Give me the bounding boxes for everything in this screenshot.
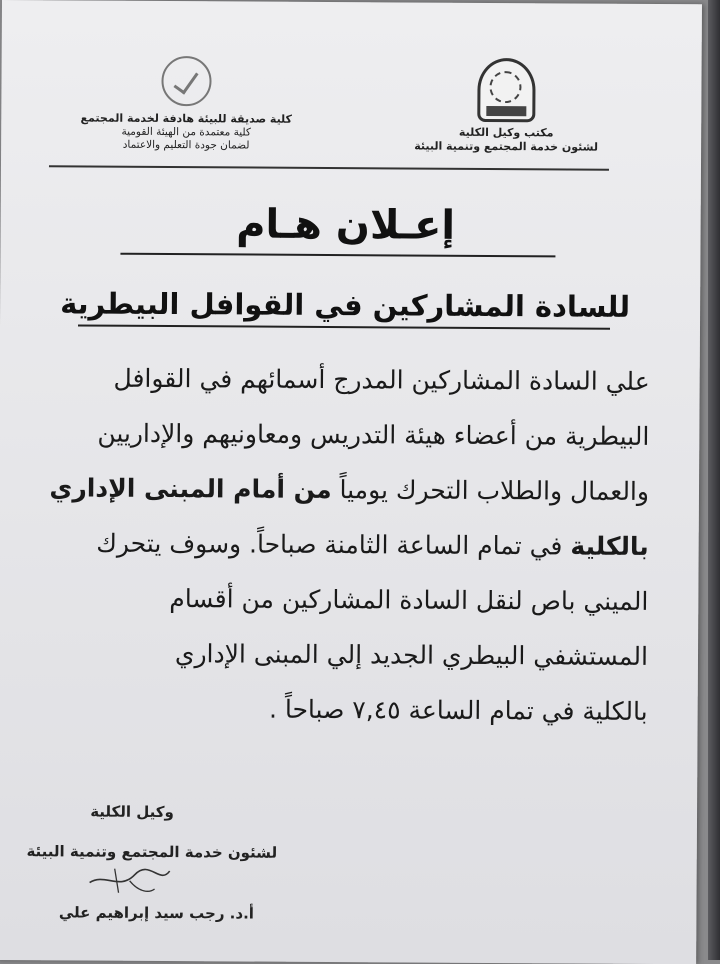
announcement-body — [36, 350, 650, 739]
subtitle-underline — [78, 324, 610, 329]
body-line: بالكلية في تمام الساعة ٧,٤٥ صباحاً . — [268, 694, 648, 726]
announcement-subtitle: للسادة المشاركين في القوافل البيطرية — [60, 286, 631, 324]
body-line: الميني باص لنقل السادة المشاركين من أقسام — [169, 584, 649, 616]
header-divider — [49, 165, 609, 170]
announcement-title: إعـلان هـام — [236, 201, 456, 249]
body-line — [37, 460, 649, 519]
signature-name: أ.د. رجب سيد إبراهيم علي — [58, 903, 255, 923]
handwritten-signature — [85, 863, 175, 900]
header-office-title: مكتب وكيل الكلية — [458, 125, 554, 140]
body-line: علي السادة المشاركين المدرج أسمائهم في القوافل — [113, 363, 650, 396]
faculty-logo-icon — [477, 58, 535, 122]
signature-title: وكيل الكلية — [90, 802, 174, 822]
body-text-span: والعمال والطلاب التحرك يومياً — [331, 475, 650, 506]
header-quality: لضمان جودة التعليم والاعتماد — [122, 138, 250, 152]
title-underline — [120, 253, 555, 258]
body-bold-span: من أمام المبنى الإداري — [49, 473, 332, 505]
header-eco-college: كلية صديقة للبيئة هادفة لخدمة المجتمع — [80, 111, 293, 126]
header-office-dept: لشئون خدمة المجتمع وتنمية البيئة — [414, 139, 599, 154]
body-line — [37, 515, 649, 574]
header-right-block — [411, 58, 602, 155]
background-edge — [708, 0, 720, 960]
body-text-span: في تمام الساعة الثامنة صباحاً. وسوف يتحرك — [96, 528, 571, 561]
accreditation-logo-icon — [161, 56, 211, 106]
header-left-block — [71, 55, 302, 152]
body-line: المستشفي البيطري الجديد إلي المبنى الإداري — [174, 639, 649, 671]
header-accredited: كلية معتمدة من الهيئة القومية — [121, 125, 251, 139]
body-bold-span: بالكلية — [570, 531, 649, 561]
signature-dept: لشئون خدمة المجتمع وتنمية البيئة — [26, 842, 278, 862]
body-line: البيطرية من أعضاء هيئة التدريس ومعاونيهم والإداريين — [97, 418, 650, 451]
